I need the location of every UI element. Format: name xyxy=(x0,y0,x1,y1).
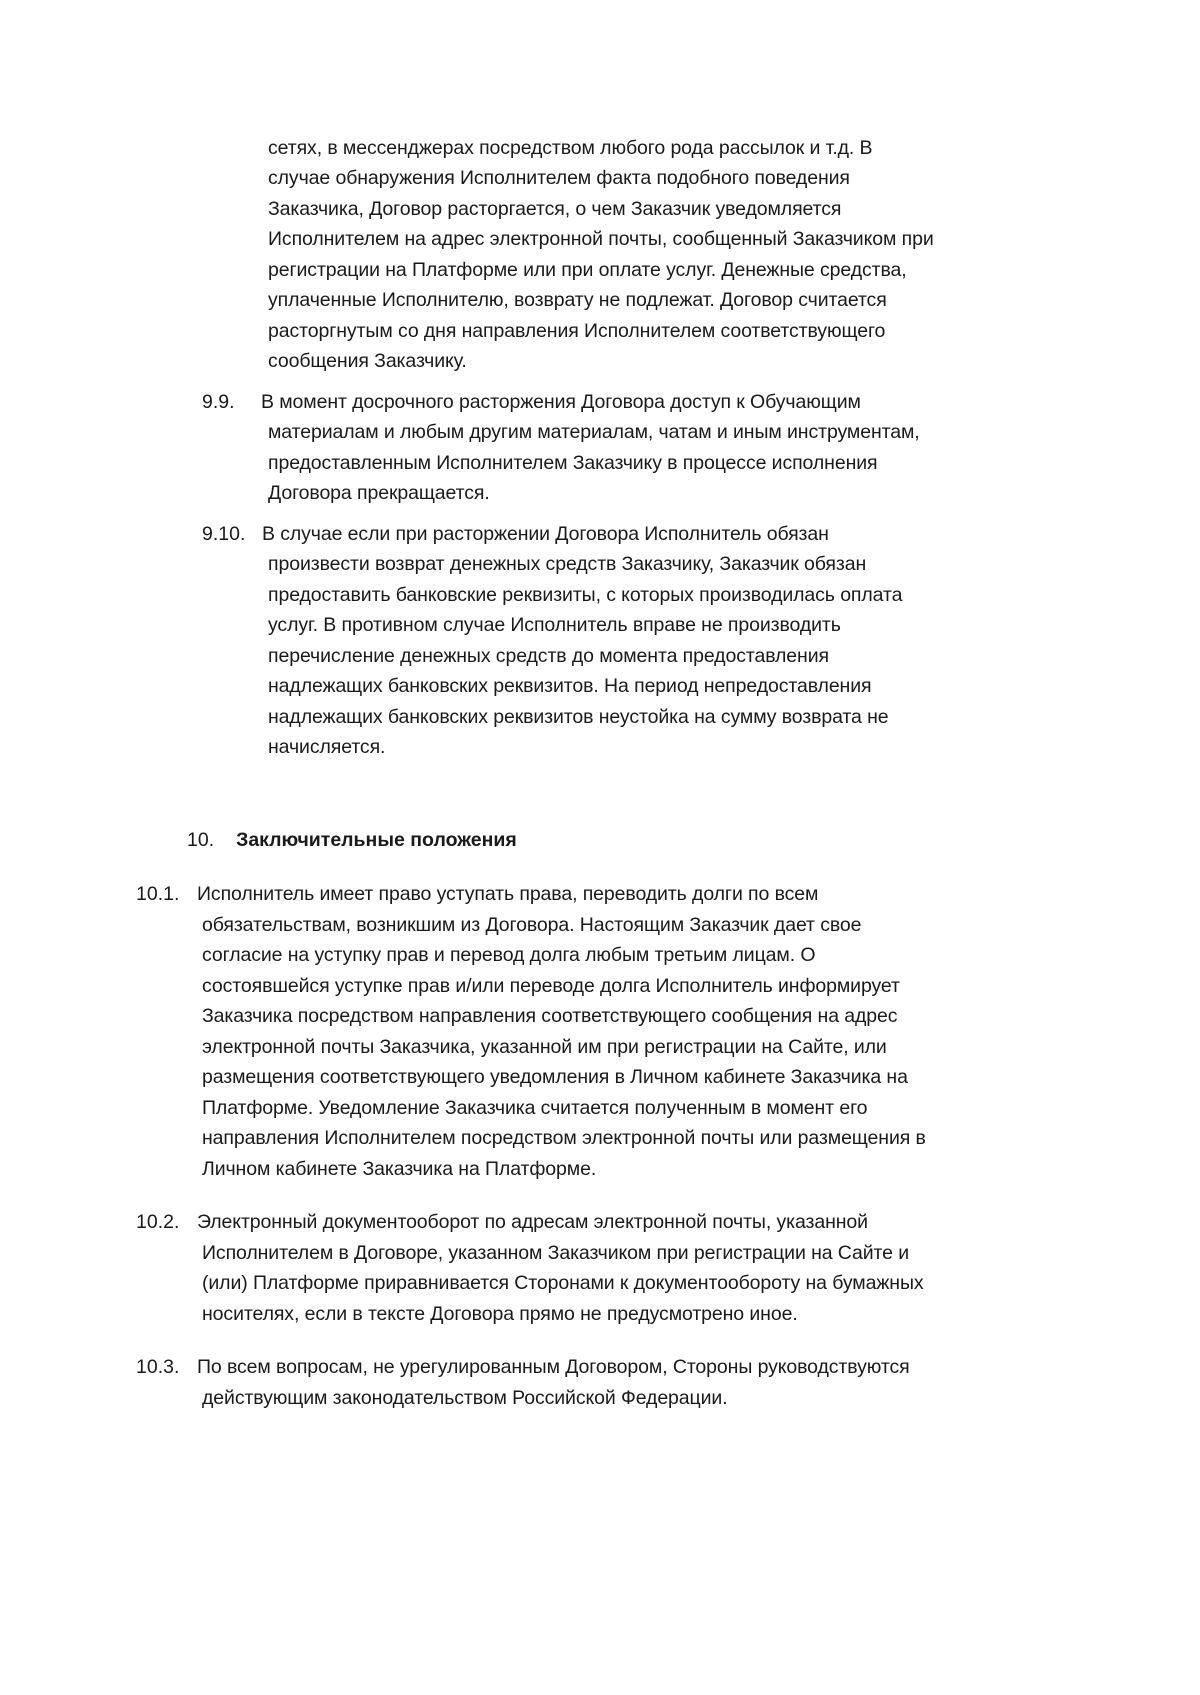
text-line: Электронный документооборот по адресам электронной почты, указанной xyxy=(197,1211,868,1233)
text-line: надлежащих банковских реквизитов неустойка на сумму возврата не xyxy=(268,706,889,728)
text-line: предоставленным Исполнителем Заказчику в процессе исполнения xyxy=(268,452,878,474)
text-line: В случае если при расторжении Договора Исполнитель обязан xyxy=(262,523,829,545)
text-line: носителях, если в тексте Договора прямо не предусмотрено иное. xyxy=(202,1303,798,1325)
text-line: надлежащих банковских реквизитов. На период непредоставления xyxy=(268,675,872,697)
text-line: Исполнителем в Договоре, указанном Заказчиком при регистрации на Сайте и xyxy=(202,1242,910,1264)
text-line: состоявшейся уступке прав и/или переводе долга Исполнитель информирует xyxy=(202,975,900,997)
text-line: Личном кабинете Заказчика на Платформе. xyxy=(202,1158,597,1180)
clause-number: 10.1. xyxy=(136,883,180,905)
section-title: Заключительные положения xyxy=(236,829,517,851)
text-line: сетях, в мессенджерах посредством любого рода рассылок и т.д. В xyxy=(268,137,873,159)
text-line: Заказчика, Договор расторгается, о чем Заказчик уведомляется xyxy=(268,198,842,220)
text-line: произвести возврат денежных средств Заказчику, Заказчик обязан xyxy=(268,553,867,575)
text-line: уплаченные Исполнителю, возврату не подлежат. Договор считается xyxy=(268,289,887,311)
text-line: Исполнителем на адрес электронной почты, сообщенный Заказчиком при xyxy=(268,228,934,250)
text-line: регистрации на Платформе или при оплате услуг. Денежные средства, xyxy=(268,259,907,281)
text-line: обязательствам, возникшим из Договора. Настоящим Заказчик дает свое xyxy=(202,914,862,936)
text-line: размещения соответствующего уведомления в Личном кабинете Заказчика на xyxy=(202,1066,908,1088)
text-line: случае обнаружения Исполнителем факта подобного поведения xyxy=(268,167,850,189)
text-line: Договора прекращается. xyxy=(268,482,490,504)
text-line: услуг. В противном случае Исполнитель вправе не производить xyxy=(268,614,841,636)
section-heading xyxy=(187,828,517,852)
text-line: Платформе. Уведомление Заказчика считается полученным в момент его xyxy=(202,1097,868,1119)
text-line: Заказчика посредством направления соответствующего сообщения на адрес xyxy=(202,1005,898,1027)
text-line: действующим законодательством Российской Федерации. xyxy=(202,1387,728,1409)
section-number: 10. xyxy=(187,829,215,851)
text-line: По всем вопросам, не урегулированным Договором, Стороны руководствуются xyxy=(197,1356,910,1378)
text-line: Исполнитель имеет право уступать права, переводить долги по всем xyxy=(197,883,819,905)
text-line: сообщения Заказчику. xyxy=(268,350,467,372)
clause-number: 9.10. xyxy=(202,523,246,545)
text-line: В момент досрочного расторжения Договора доступ к Обучающим xyxy=(261,391,861,413)
text-line: материалам и любым другим материалам, чатам и иным инструментам, xyxy=(268,421,920,443)
text-line: предоставить банковские реквизиты, с которых производилась оплата xyxy=(268,584,903,606)
text-line: расторгнутым со дня направления Исполнителем соответствующего xyxy=(268,320,886,342)
text-line: направления Исполнителем посредством электронной почты или размещения в xyxy=(202,1127,926,1149)
clause-number: 10.2. xyxy=(136,1211,180,1233)
text-line: согласие на уступку прав и перевод долга любым третьим лицам. О xyxy=(202,944,816,966)
text-line: (или) Платформе приравнивается Сторонами к документообороту на бумажных xyxy=(202,1272,924,1294)
text-line: электронной почты Заказчика, указанной им при регистрации на Сайте, или xyxy=(202,1036,887,1058)
clause-number: 9.9. xyxy=(202,391,235,413)
text-line: начисляется. xyxy=(268,736,386,758)
clause-number: 10.3. xyxy=(136,1356,180,1378)
text-line: перечисление денежных средств до момента предоставления xyxy=(268,645,829,667)
